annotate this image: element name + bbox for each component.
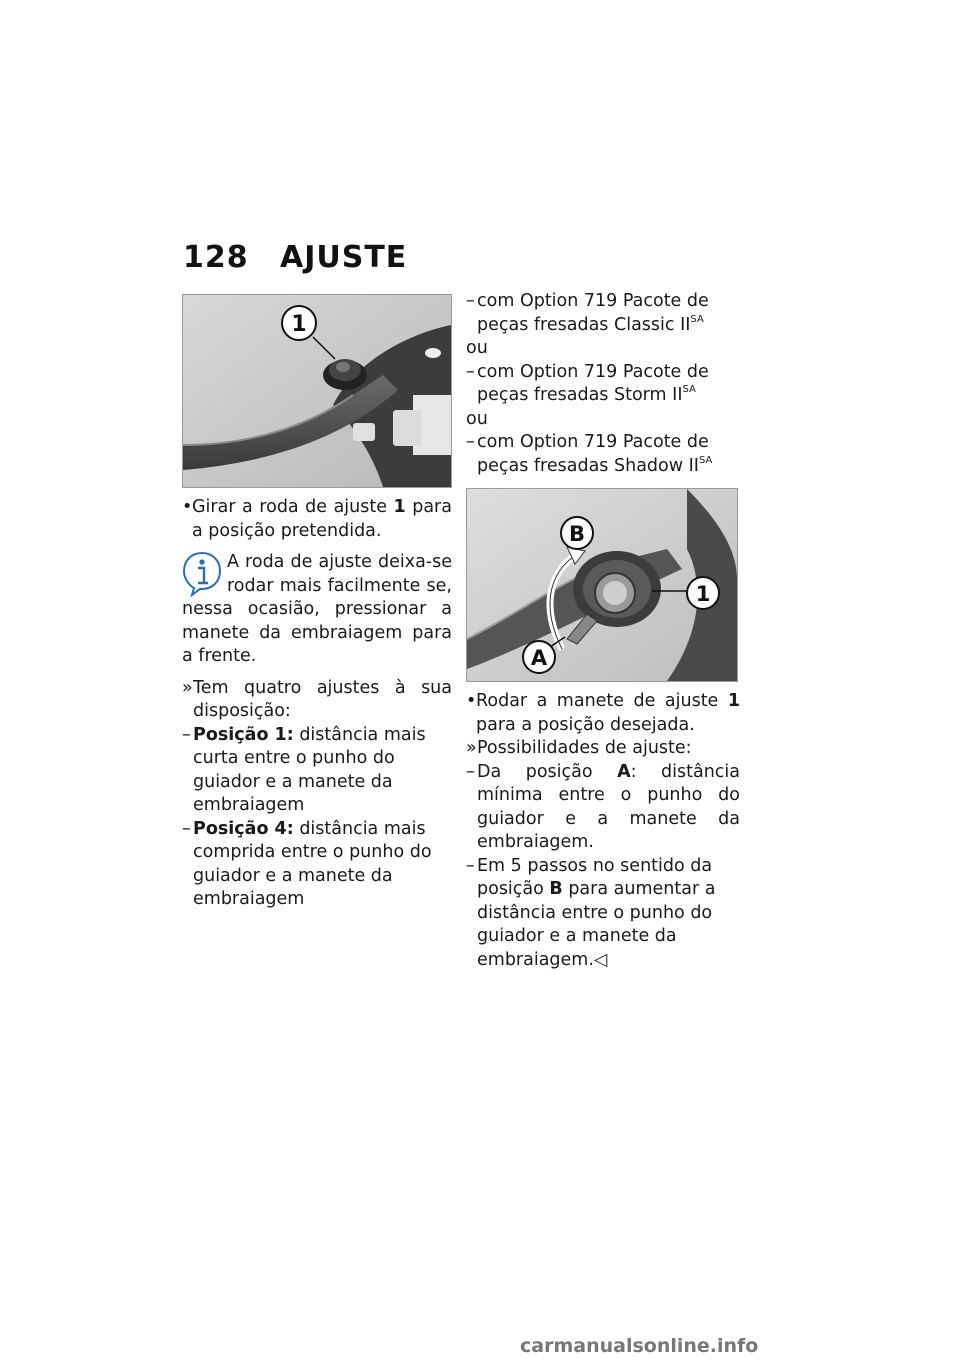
left-column [182,294,452,912]
info-text: A roda de ajuste deixa-se rodar mais facilmente se, nessa ocasião, pressionar a manete da embraiagem para a frente. [182,552,452,666]
right-column [466,290,740,972]
milled-lever-photo [466,488,738,682]
bullet-marker: • [182,497,193,517]
end-of-section-mark: ◁ [593,949,608,970]
result-marker: » [182,677,193,698]
page-number: 128 [183,240,249,275]
or-text: ou [466,408,488,429]
result-four-settings: » Tem quatro ajustes à sua disposição: [182,677,452,724]
position-a-item: – Da posição A: distância mínima entre o punho do guiador e a manete da embraiagem. [466,761,741,852]
info-icon [182,551,222,597]
position-1-item: – Posição 1: distância mais curta entre o punho do guiador e a manete da embraiagem [182,724,426,815]
step-rotate-lever: • Rodar a manete de ajuste 1 para a posição desejada. [466,691,740,735]
figure-label-1: 1 [291,312,307,337]
position-b-item: – Em 5 passos no sentido da posição B para aumentar a distância entre o punho do guiador e a manete da embraiagem.◁ [466,855,716,970]
figure-label-b: B [568,522,586,546]
figure-label-1: 1 [695,582,711,606]
or-text: ou [466,338,488,358]
option-shadow: – com Option 719 Pacote de peças fresadas Shadow $II^{SA}$ [466,432,713,476]
result-possibilities: » Possibilidades de ajuste: [466,738,692,758]
page-header [183,240,407,275]
step-rotate-wheel: • Girar a roda de ajuste 1 para a posição pretendida. [182,496,452,543]
info-note [182,551,452,669]
position-4-item: – Posição 4: distância mais comprida entre o punho do guiador e a manete da embraiagem [182,818,432,909]
option-classic: – com Option 719 Pacote de peças fresadas Classic $II^{SA}$ [466,291,709,335]
watermark: carmanualsonline.info [520,1335,759,1357]
clutch-adjuster-photo [182,294,452,488]
figure-label-a: A [530,646,548,670]
section-title: AJUSTE [280,240,408,275]
option-storm: – com Option 719 Pacote de peças fresadas Storm $II^{SA}$ [466,361,709,405]
